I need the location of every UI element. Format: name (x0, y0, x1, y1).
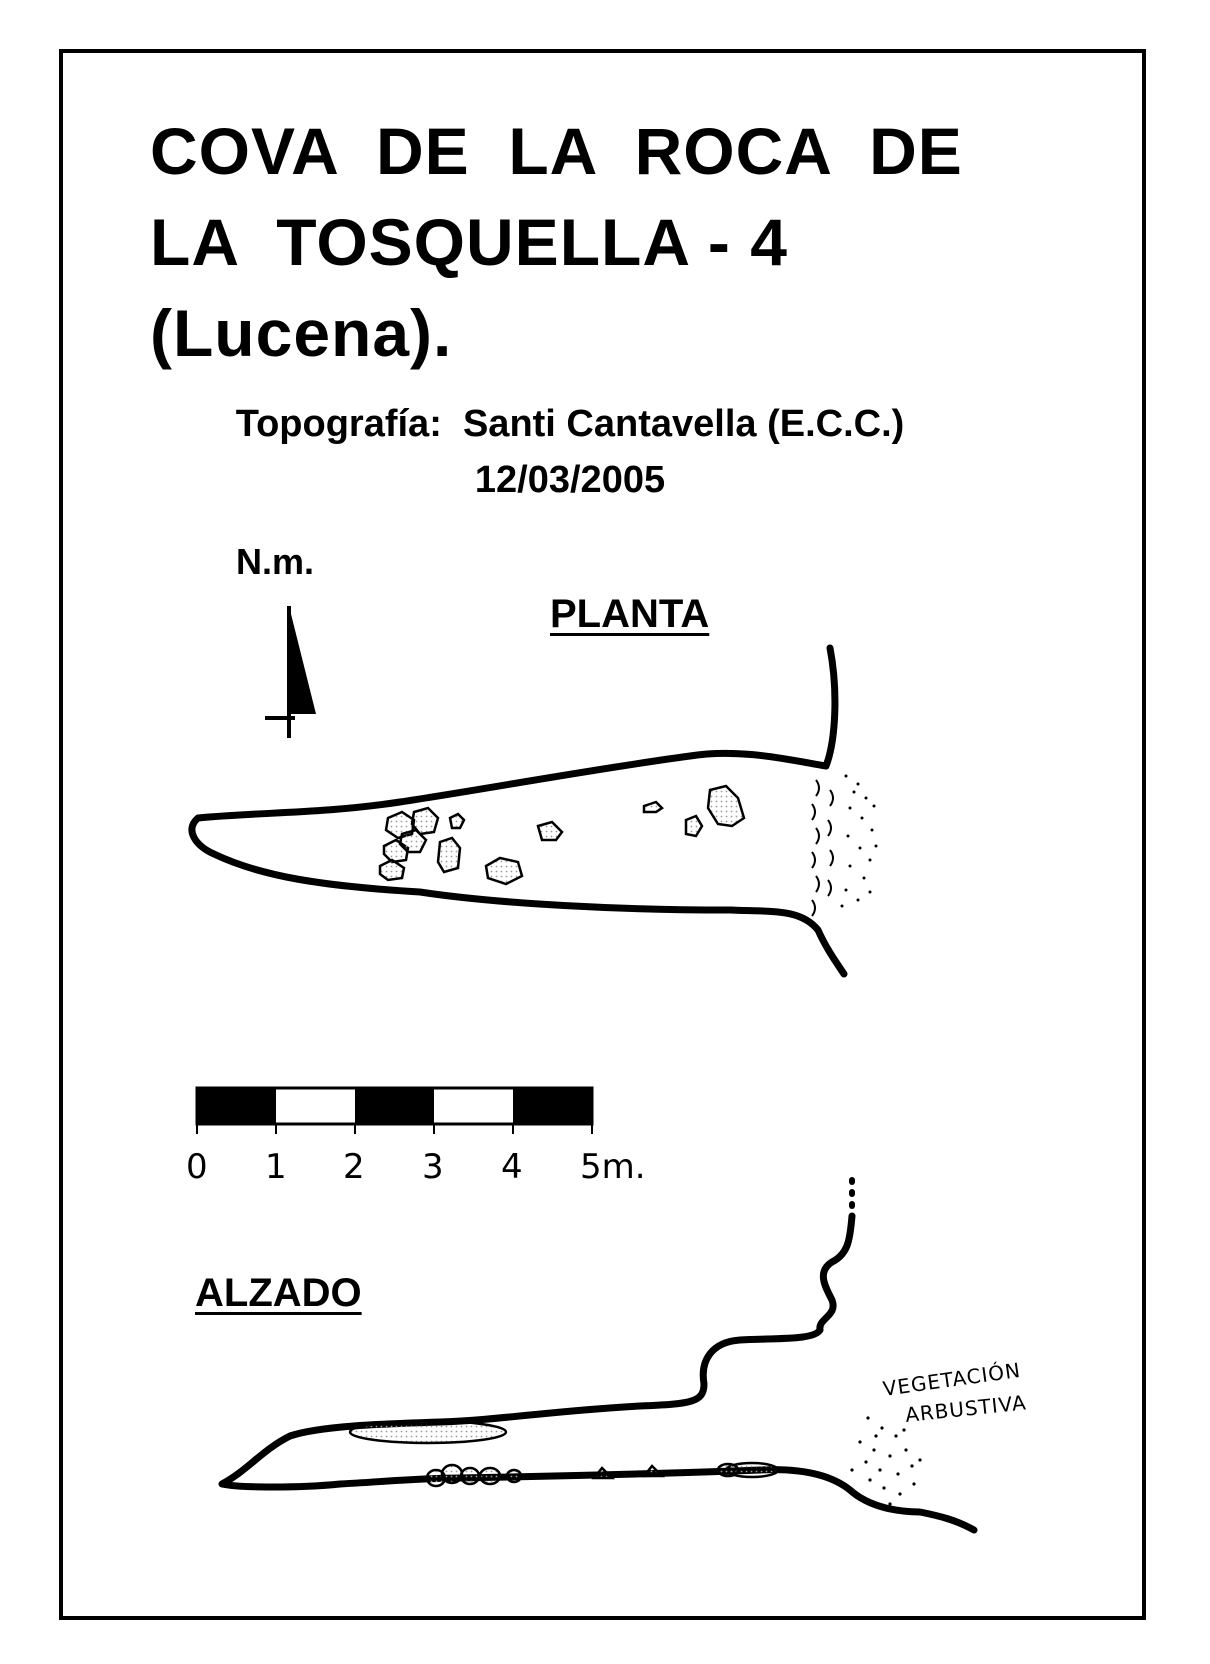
north-label: N.m. (236, 541, 315, 582)
scale-segment-1 (197, 1088, 276, 1124)
vegetation-label-line-1: VEGETACIÓN (881, 1357, 1023, 1401)
plan-entrance-hatching (812, 780, 833, 916)
scale-tick-0: 0 (186, 1147, 208, 1187)
scale-tick-4: 4 (501, 1147, 523, 1187)
survey-date: 12/03/2005 (474, 459, 666, 501)
vegetation-stipple (850, 1416, 921, 1505)
plan-boulders (380, 786, 744, 884)
scale-segment-5 (513, 1088, 592, 1124)
elevation-view-label: ALZADO (195, 1271, 362, 1315)
elevation-view-outline (222, 1216, 974, 1530)
title-line-1: COVA DE LA ROCA DE (150, 114, 963, 188)
north-arrow-icon (265, 606, 316, 738)
plan-view-label: PLANTA (550, 592, 710, 636)
title-line-2: LA TOSQUELLA - 4 (150, 205, 788, 279)
scale-tick-3: 3 (422, 1147, 444, 1187)
plan-entrance-stipple (841, 775, 878, 908)
title-line-3: (Lucena). (150, 296, 453, 370)
scale-tick-5: 5m. (580, 1147, 646, 1187)
scale-tick-2: 2 (343, 1147, 365, 1187)
scale-bar (186, 1088, 646, 1187)
scale-segment-3 (355, 1088, 434, 1124)
survey-author: Topografía: Santi Cantavella (E.C.C.) (235, 403, 905, 445)
scale-tick-1: 1 (265, 1147, 287, 1187)
vegetation-label-line-2: ARBUSTIVA (904, 1390, 1028, 1427)
